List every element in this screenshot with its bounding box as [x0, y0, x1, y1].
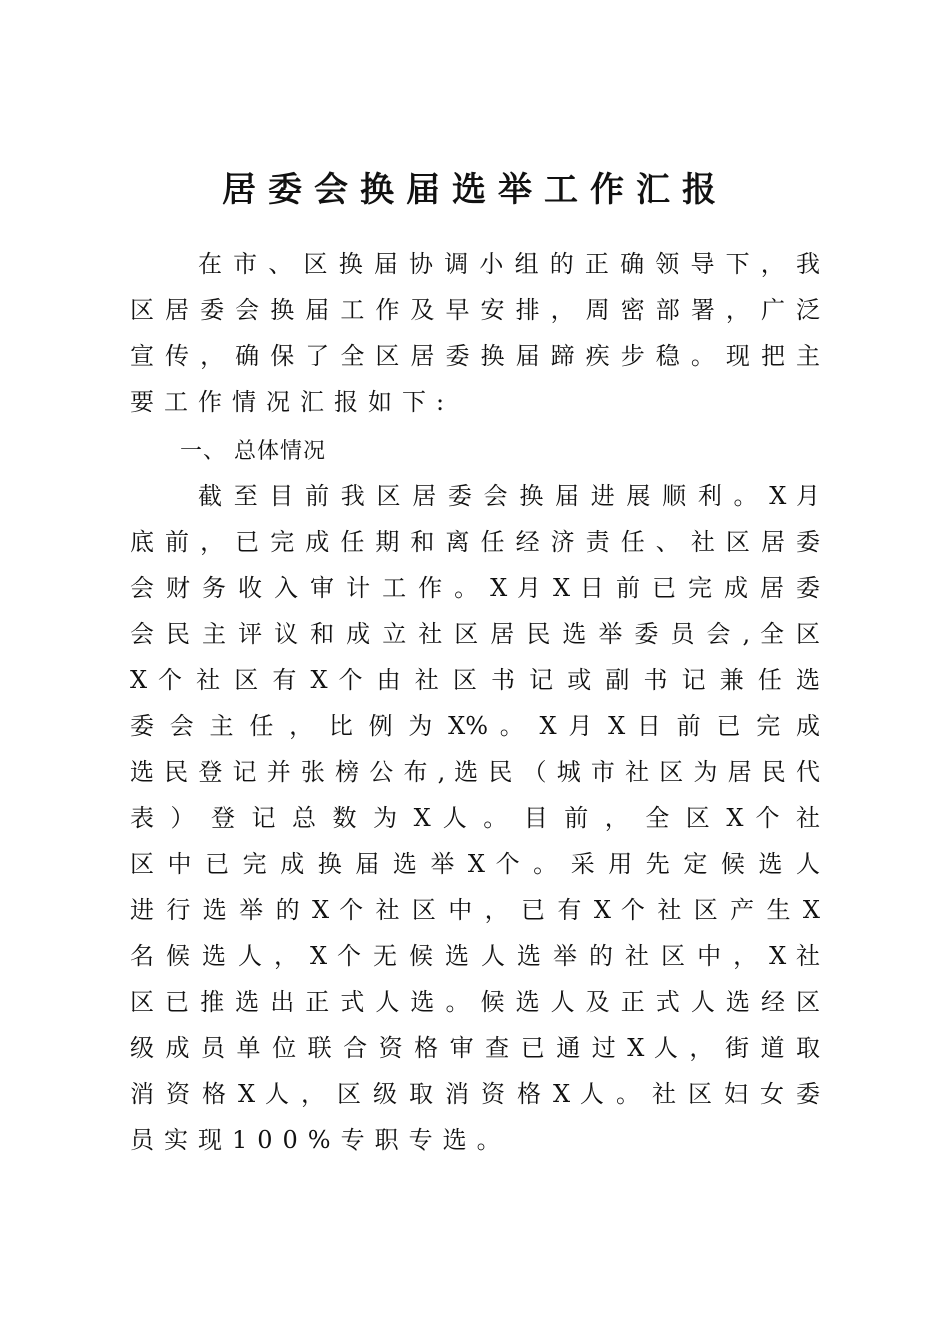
text-line: 名 候 选 人 ， X 个 无 候 选 人 选 举 的 社 区 中 ， X 社: [130, 942, 820, 970]
text-line: 底 前 ， 已 完 成 任 期 和 离 任 经 济 责 任 、 社 区 居 委: [130, 528, 820, 556]
text-line: 表 ） 登 记 总 数 为 X 人 。 目 前 ， 全 区 X 个 社: [130, 804, 820, 832]
text-line: 选 民 登 记 并 张 榜 公 布 , 选 民 （ 城 市 社 区 为 居 民 代: [130, 758, 820, 786]
text-line: 会 财 务 收 入 审 计 工 作 。 X 月 X 日 前 已 完 成 居 委: [130, 574, 820, 602]
text-line: 区 居 委 会 换 届 工 作 及 早 安 排 ， 周 密 部 署 ， 广 泛: [130, 296, 820, 324]
text-line: 进 行 选 举 的 X 个 社 区 中 ， 已 有 X 个 社 区 产 生 X: [130, 896, 820, 924]
text-line: 宣 传 ， 确 保 了 全 区 居 委 换 届 蹄 疾 步 稳 。 现 把 主: [130, 342, 820, 370]
text-line: X 个 社 区 有 X 个 由 社 区 书 记 或 副 书 记 兼 任 选: [130, 666, 820, 694]
text-line: 区 中 已 完 成 换 届 选 举 X 个 。 采 用 先 定 候 选 人: [130, 850, 820, 878]
document-title: 居委会换届选举工作汇报: [222, 170, 728, 210]
text-line: 会 民 主 评 议 和 成 立 社 区 居 民 选 举 委 员 会 , 全 区: [130, 620, 820, 648]
text-line: 要工作情况汇报如下:: [130, 388, 455, 416]
text-line: 区 已 推 选 出 正 式 人 选 。 候 选 人 及 正 式 人 选 经 区: [130, 988, 820, 1016]
text-line: 委 会 主 任 ， 比 例 为 X% 。 X 月 X 日 前 已 完 成: [130, 712, 820, 740]
text-line: 级 成 员 单 位 联 合 资 格 审 查 已 通 过 X 人 ， 街 道 取: [130, 1034, 820, 1062]
text-line: 消 资 格 X 人 ， 区 级 取 消 资 格 X 人 。 社 区 妇 女 委: [130, 1080, 820, 1108]
section-heading: 一、 总体情况: [180, 439, 326, 464]
text-line: 截 至 目 前 我 区 居 委 会 换 届 进 展 顺 利 。 X 月: [198, 482, 820, 510]
text-line: 在 市 、 区 换 届 协 调 小 组 的 正 确 领 导 下 ， 我: [198, 250, 820, 278]
text-line: 员实现100%专职专选。: [130, 1126, 511, 1154]
